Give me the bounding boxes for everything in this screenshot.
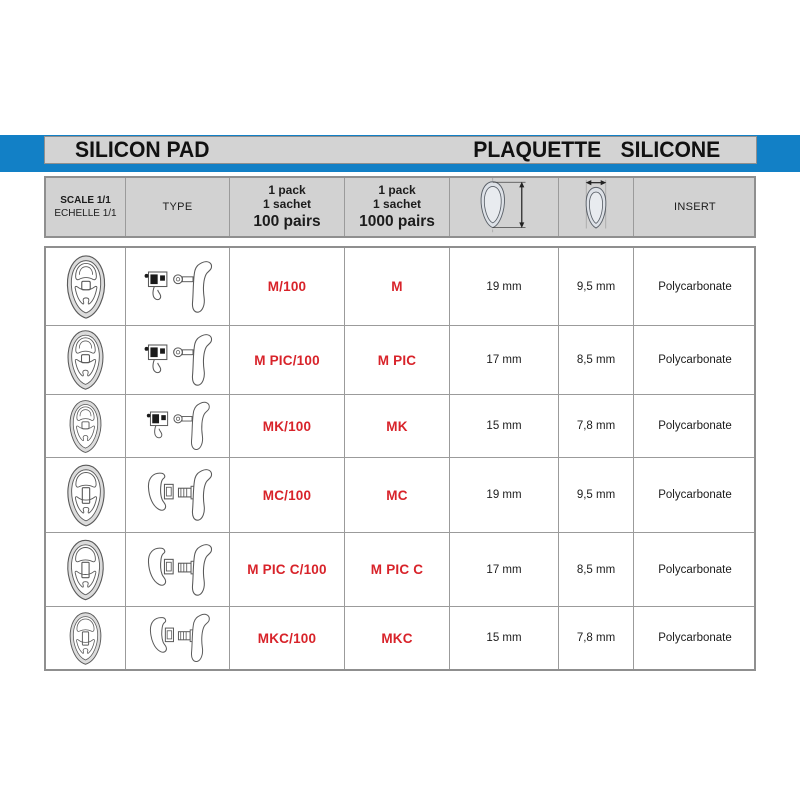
insert-material: Polycarbonate bbox=[658, 354, 732, 366]
pad-length: 17 mm bbox=[450, 533, 559, 606]
code-100-pairs: M/100 bbox=[230, 248, 345, 325]
table-row bbox=[46, 607, 754, 669]
pack100-line1: 1 pack bbox=[268, 183, 306, 197]
code-100-pairs: M PIC/100 bbox=[230, 326, 345, 394]
header-insert bbox=[634, 178, 756, 236]
type-label: TYPE bbox=[162, 201, 193, 213]
header-length-diagram bbox=[450, 178, 559, 236]
code-100-pairs: M PIC C/100 bbox=[230, 533, 345, 606]
pack1000-line1: 1 pack bbox=[378, 183, 416, 197]
table-row bbox=[46, 395, 754, 458]
insert-material: Polycarbonate bbox=[658, 563, 732, 576]
screw-mount-type-icon bbox=[132, 330, 224, 390]
insert-material: Polycarbonate bbox=[658, 280, 732, 293]
pad-image-cell bbox=[46, 326, 126, 394]
type-image-cell bbox=[126, 326, 230, 394]
pad-image-cell bbox=[46, 607, 126, 669]
table-row bbox=[46, 248, 754, 326]
type-image-cell bbox=[126, 607, 230, 669]
pad-image-cell bbox=[46, 395, 126, 457]
header-pack-1000 bbox=[345, 178, 450, 236]
table-row bbox=[46, 326, 754, 395]
pad-width: 7,8 mm bbox=[559, 607, 634, 669]
pack1000-line3: 1000 pairs bbox=[359, 213, 435, 230]
nose-pad-clip-icon bbox=[66, 611, 105, 666]
clip-mount-type-icon bbox=[132, 465, 224, 525]
pad-width-dimension-icon bbox=[572, 178, 620, 236]
product-table bbox=[44, 246, 756, 671]
insert-material: Polycarbonate bbox=[658, 489, 732, 501]
scale-label-en: SCALE 1/1 bbox=[60, 195, 111, 206]
header-type bbox=[126, 178, 230, 236]
code-1000-pairs: M PIC C bbox=[345, 533, 450, 606]
page-title-fr: PLAQUETTE SILICONE bbox=[473, 137, 720, 162]
header-width-diagram bbox=[559, 178, 634, 236]
pad-width: 9,5 mm bbox=[559, 248, 634, 325]
pad-length: 19 mm bbox=[450, 458, 559, 532]
title-bar bbox=[44, 136, 757, 164]
code-100-pairs: MKC/100 bbox=[230, 607, 345, 669]
clip-mount-type-icon bbox=[134, 610, 222, 666]
nose-pad-screw-icon bbox=[62, 254, 110, 320]
code-100-pairs: MC/100 bbox=[230, 458, 345, 532]
insert-material: Polycarbonate bbox=[658, 420, 732, 432]
pad-length: 19 mm bbox=[450, 248, 559, 325]
pad-length: 15 mm bbox=[450, 395, 559, 457]
insert-label: INSERT bbox=[674, 201, 716, 213]
table-row bbox=[46, 533, 754, 607]
table-header-row bbox=[44, 176, 756, 238]
code-100-pairs: MK/100 bbox=[230, 395, 345, 457]
code-1000-pairs: MC bbox=[345, 458, 450, 532]
insert-material: Polycarbonate bbox=[658, 632, 732, 644]
code-1000-pairs: MKC bbox=[345, 607, 450, 669]
pad-image-cell bbox=[46, 458, 126, 532]
nose-pad-screw-icon bbox=[63, 329, 108, 391]
code-1000-pairs: MK bbox=[345, 395, 450, 457]
nose-pad-clip-icon bbox=[63, 462, 109, 529]
code-1000-pairs: M bbox=[345, 248, 450, 325]
pad-width: 7,8 mm bbox=[559, 395, 634, 457]
table-row bbox=[46, 458, 754, 533]
scale-label-fr: ECHELLE 1/1 bbox=[54, 208, 117, 219]
page-title-en: SILICON PAD bbox=[75, 137, 210, 162]
pack100-line3: 100 pairs bbox=[253, 213, 321, 230]
type-image-cell bbox=[126, 395, 230, 457]
header-scale bbox=[46, 178, 126, 236]
pad-width: 8,5 mm bbox=[559, 326, 634, 394]
pack1000-line2: 1 sachet bbox=[372, 197, 422, 211]
screw-mount-type-icon bbox=[132, 257, 224, 317]
pad-width: 9,5 mm bbox=[559, 458, 634, 532]
type-image-cell bbox=[126, 533, 230, 606]
pad-length: 17 mm bbox=[450, 326, 559, 394]
clip-mount-type-icon bbox=[132, 540, 224, 600]
pad-height-dimension-icon bbox=[469, 178, 539, 236]
pack100-line2: 1 sachet bbox=[262, 197, 312, 211]
nose-pad-clip-icon bbox=[63, 537, 108, 603]
pad-length: 15 mm bbox=[450, 607, 559, 669]
pad-image-cell bbox=[46, 248, 126, 325]
pad-image-cell bbox=[46, 533, 126, 606]
screw-mount-type-icon bbox=[134, 398, 222, 454]
pad-width: 8,5 mm bbox=[559, 533, 634, 606]
code-1000-pairs: M PIC bbox=[345, 326, 450, 394]
type-image-cell bbox=[126, 248, 230, 325]
type-image-cell bbox=[126, 458, 230, 532]
header-pack-100 bbox=[230, 178, 345, 236]
nose-pad-screw-icon bbox=[65, 399, 106, 454]
